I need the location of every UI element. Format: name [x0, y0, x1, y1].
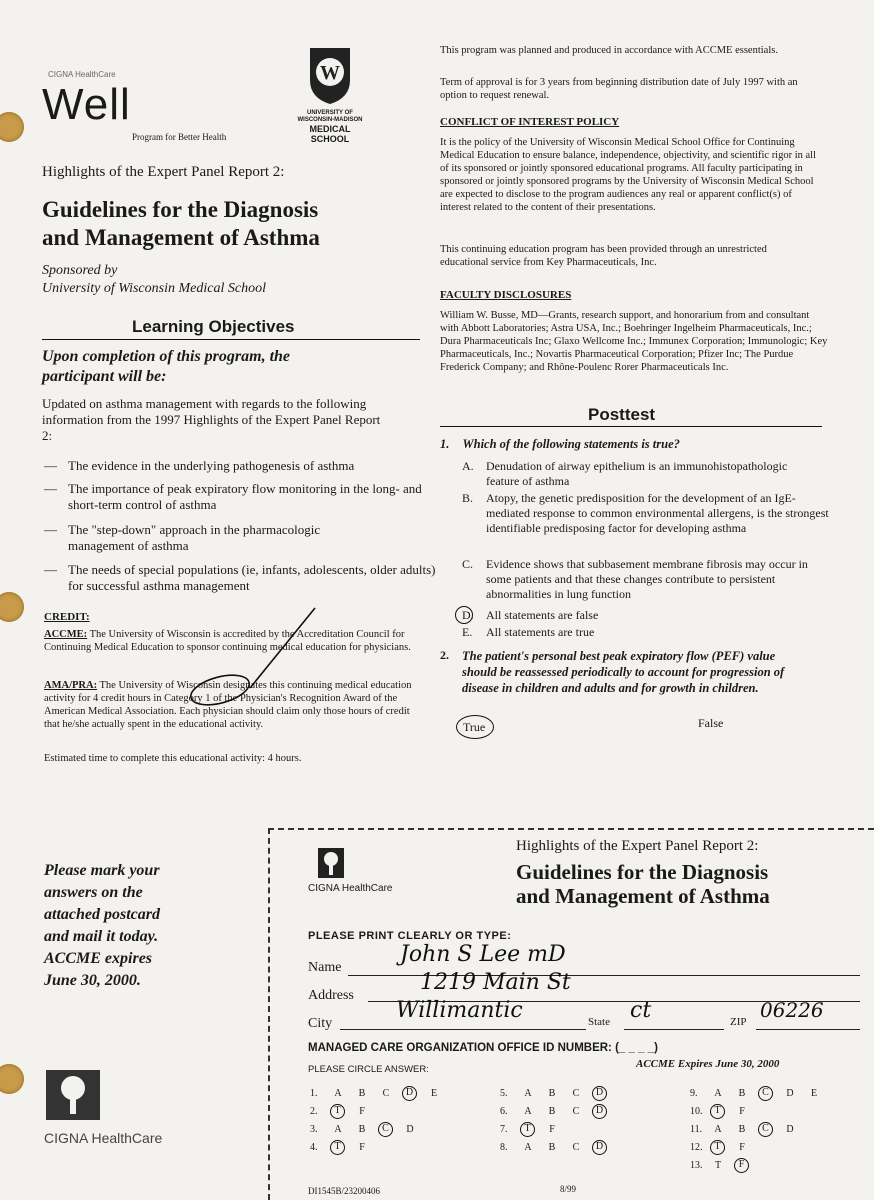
answer-row [690, 1160, 860, 1176]
sponsored-line2: University of Wisconsin Medical School [42, 281, 266, 296]
q1-option-a: A. Denudation of airway epithelium is an immunohistopathologic feature of asthma [462, 459, 788, 488]
zip-value: 06226 [760, 998, 824, 1022]
uw-label [290, 110, 370, 124]
intro-line2: participant will be: [42, 368, 167, 385]
page-title [42, 196, 320, 252]
q1-text: Which of the following statements is true? [462, 437, 680, 451]
answer-option[interactable]: D [402, 1086, 417, 1101]
coi-heading: CONFLICT OF INTEREST POLICY [440, 116, 620, 128]
answer-option[interactable]: A [334, 1088, 342, 1099]
answer-option[interactable]: C [758, 1122, 773, 1137]
bottom-logo-text: CIGNA HealthCare [44, 1130, 163, 1146]
answer-option[interactable]: B [548, 1142, 556, 1153]
answer-row [500, 1106, 670, 1122]
answer-row [690, 1088, 860, 1104]
list-item: — The needs of special populations (ie, infants, adolescents, older adults) for successful asthma management [44, 562, 436, 593]
objectives-heading: Learning Objectives [132, 317, 295, 336]
uw-crest-icon [306, 44, 354, 106]
intro-line1: Upon completion of this program, the [42, 348, 291, 365]
mco-label: MANAGED CARE ORGANIZATION OFFICE ID NUMBER: (_ _ _ _) [308, 1042, 658, 1054]
faculty-text: William W. Busse, MD—Grants, research support, and honorarium from and consultant with Abbott Laboratories; Astra USA, Inc.; Boehringer Ingelheim Pharmaceuticals, Inc.; Dura Pharmaceuticals Inc; Glaxo Wellcome Inc.; Immunex Corporation; Immunologic; Key Pharmaceuticals, Inc.; Novartis Pharmaceutical Corporation; Pfizer Inc; The Purdue Frederick Company; and Rhône-Poulenc Rorer Pharmaceuticals Inc. [440, 310, 828, 373]
divider [42, 339, 420, 340]
highlights-line: Highlights of the Expert Panel Report 2: [42, 164, 285, 180]
answer-option[interactable]: A [524, 1142, 532, 1153]
list-item: — The importance of peak expiratory flow monitoring in the long- and short-term control of asthma [44, 481, 422, 512]
ama-text: The University of Wisconsin designates this continuing medical education activity for 4 credit hours in Category 1 of the Physician's Recognition Award of the American Medical Association. Each physician should claim only those hours of credit that he/she actually spent in the educational activity. [44, 680, 412, 730]
answer-option[interactable]: F [359, 1142, 365, 1153]
answer-number: 13. [690, 1160, 703, 1171]
answer-number: 5. [500, 1088, 508, 1099]
answer-number: 3. [310, 1124, 318, 1135]
answer-circle-mark [456, 715, 494, 739]
answer-number: 4. [310, 1142, 318, 1153]
objectives-lead: Updated on asthma management with regards to the following information from the 1997 Highlights of the Expert Panel Report 2: [42, 396, 381, 443]
q1-option-c: C. Evidence shows that subbasement membrane fibrosis may occur in some patients and that these changes contribute to persistent abnormalities in lung function [462, 557, 808, 601]
answer-option[interactable]: F [359, 1106, 365, 1117]
card-highlights: Highlights of the Expert Panel Report 2: [516, 838, 759, 854]
answer-option[interactable]: C [572, 1142, 580, 1153]
answer-row [690, 1106, 860, 1122]
answer-option[interactable]: B [738, 1088, 746, 1099]
print-label: PLEASE PRINT CLEARLY OR TYPE: [308, 930, 512, 942]
divider [440, 426, 822, 427]
card-title: Guidelines for the Diagnosis and Management of Asthma [516, 860, 770, 908]
answer-option[interactable]: C [378, 1122, 393, 1137]
faculty-heading: FACULTY DISCLOSURES [440, 289, 572, 301]
city-value: Willimantic [396, 998, 523, 1023]
sponsored-line1: Sponsored by [42, 263, 118, 278]
answer-row [500, 1142, 670, 1158]
answer-option[interactable]: C [572, 1106, 580, 1117]
answer-row [500, 1124, 670, 1140]
answer-option[interactable]: D [592, 1104, 607, 1119]
grant-text: This continuing education program has been provided through an unrestricted educational service from Key Pharmaceuticals, Inc. [440, 244, 767, 268]
answer-option[interactable]: T [330, 1140, 345, 1155]
q2-number: 2. [440, 648, 449, 662]
zip-label: ZIP [730, 1016, 747, 1028]
answer-option[interactable]: T [330, 1104, 345, 1119]
answer-option[interactable]: A [714, 1124, 722, 1135]
cigna-tree-icon [46, 1070, 100, 1120]
card-expires: ACCME Expires June 30, 2000 [636, 1058, 780, 1070]
address-label: Address [308, 988, 354, 1003]
handwritten-mark-icon [180, 600, 340, 710]
name-value: John S Lee mD [400, 942, 566, 967]
answer-number: 1. [310, 1088, 318, 1099]
brand-well-logo: Well [42, 80, 131, 129]
list-item: — The "step-down" approach in the pharmacologic management of asthma [44, 522, 321, 553]
answer-option[interactable]: D [406, 1124, 414, 1135]
card-brand: CIGNA HealthCare [308, 883, 393, 894]
list-item: — The evidence in the underlying pathogenesis of asthma [44, 458, 355, 473]
q2-text: The patient's personal best peak expiratory flow (PEF) value should be reassessed periodically to account for progression of disease in children and adults and for growth in children. [462, 649, 785, 695]
answer-option[interactable]: F [734, 1158, 749, 1173]
answer-option[interactable]: A [334, 1124, 342, 1135]
uw-line2: WISCONSIN-MADISON [297, 117, 363, 123]
q2-false: False [698, 716, 724, 730]
coi-text: It is the policy of the University of Wisconsin Medical School Office for Continuing Medical Education to ensure balance, independence, objectivity, and scientific rigor in all of its sponsored or jointly sponsored educational programs. All faculty participating in sponsored or jointly sponsored programs by the University of Wisconsin Medical School are expected to disclose to the program audiences any real or apparent conflict(s) of interest related to the content of their presentations. [440, 137, 817, 213]
answer-option[interactable]: D [592, 1086, 607, 1101]
card-date: 8/99 [560, 1184, 577, 1194]
answer-row [690, 1142, 860, 1158]
answer-option[interactable]: B [548, 1106, 556, 1117]
sponsored-by [42, 262, 266, 298]
term-text: Term of approval is for 3 years from beginning distribution date of July 1997 with an option to request renewal. [440, 77, 798, 101]
answer-option[interactable]: B [738, 1124, 746, 1135]
answer-number: 10. [690, 1106, 703, 1117]
q2-true: True [463, 720, 486, 734]
answer-row [310, 1142, 480, 1158]
answer-option[interactable]: B [548, 1088, 556, 1099]
binder-hole [0, 112, 24, 142]
answer-row [310, 1106, 480, 1122]
city-label: City [308, 1016, 333, 1031]
answer-option[interactable]: D [786, 1088, 794, 1099]
answer-number: 12. [690, 1142, 703, 1153]
posttest-heading: Posttest [588, 405, 656, 424]
answer-option[interactable]: B [358, 1124, 366, 1135]
circle-answer-label: PLEASE CIRCLE ANSWER: [308, 1064, 429, 1075]
answer-option[interactable]: F [739, 1142, 745, 1153]
address-value: 1219 Main St [420, 970, 571, 995]
title-line2: and Management of Asthma [42, 225, 320, 250]
planned-text: This program was planned and produced in accordance with ACCME essentials. [440, 45, 778, 56]
binder-hole [0, 1064, 24, 1094]
answer-row [690, 1124, 860, 1140]
accme-text: The University of Wisconsin is accredited by the Accreditation Council for Continuing Medical Education to sponsor continuing medical education for physicians. [44, 629, 411, 653]
mail-instructions: Please mark your answers on the attached postcard and mail it today. ACCME expires June 30, 2000. [44, 862, 160, 989]
uw-medical-school: MEDICAL SCHOOL [309, 124, 351, 144]
answer-option[interactable]: A [524, 1088, 532, 1099]
brand-tagline: Program for Better Health [132, 132, 227, 142]
answer-option[interactable]: T [710, 1140, 725, 1155]
answer-option[interactable]: T [710, 1104, 725, 1119]
q1-option-e: E. All statements are true [462, 625, 595, 639]
name-label: Name [308, 960, 342, 975]
answer-option[interactable]: T [714, 1160, 722, 1171]
card-code: DI1545B/23200406 [308, 1186, 380, 1196]
answer-circle-mark [455, 606, 473, 624]
answer-option[interactable]: B [358, 1088, 366, 1099]
svg-text:W: W [320, 62, 340, 84]
answer-number: 9. [690, 1088, 698, 1099]
answer-option[interactable]: F [549, 1124, 555, 1135]
card-cigna-icon [318, 848, 344, 878]
credit-heading: CREDIT: [44, 611, 90, 623]
answer-number: 6. [500, 1106, 508, 1117]
q1-option-d: D. All statements are false [462, 608, 599, 622]
brand-small: CIGNA HealthCare [48, 70, 116, 79]
answer-option[interactable]: A [524, 1106, 532, 1117]
answer-option[interactable]: A [714, 1088, 722, 1099]
answer-option[interactable]: D [592, 1140, 607, 1155]
answer-option[interactable]: F [739, 1106, 745, 1117]
state-value: ct [630, 998, 652, 1023]
credit-time: Estimated time to complete this educational activity: 4 hours. [44, 753, 302, 764]
question-1 [440, 437, 680, 452]
answer-number: 8. [500, 1142, 508, 1153]
binder-hole [0, 592, 24, 622]
ama-label: AMA/PRA: [44, 680, 98, 691]
answer-row [500, 1088, 670, 1104]
title-line1: Guidelines for the Diagnosis [42, 197, 319, 222]
q1-number: 1. [440, 437, 450, 451]
answer-option[interactable]: T [520, 1122, 535, 1137]
answer-row [310, 1088, 480, 1104]
answer-row [310, 1124, 480, 1140]
answer-number: 7. [500, 1124, 508, 1135]
answer-option[interactable]: E [810, 1088, 818, 1099]
uw-line1: UNIVERSITY OF [307, 110, 353, 116]
answer-number: 2. [310, 1106, 318, 1117]
q1-option-b: B. Atopy, the genetic predisposition for the development of an IgE-mediated response to common environmental allergens, is the strongest identifiable predisposing factor for developing asthma [462, 491, 829, 535]
answer-number: 11. [690, 1124, 703, 1135]
answer-option[interactable]: E [430, 1088, 438, 1099]
objectives-intro [42, 347, 290, 387]
answer-option[interactable]: D [786, 1124, 794, 1135]
answer-option[interactable]: C [572, 1088, 580, 1099]
state-label: State [588, 1016, 610, 1028]
accme-label: ACCME: [44, 629, 88, 640]
answer-option[interactable]: C [382, 1088, 390, 1099]
answer-option[interactable]: C [758, 1086, 773, 1101]
